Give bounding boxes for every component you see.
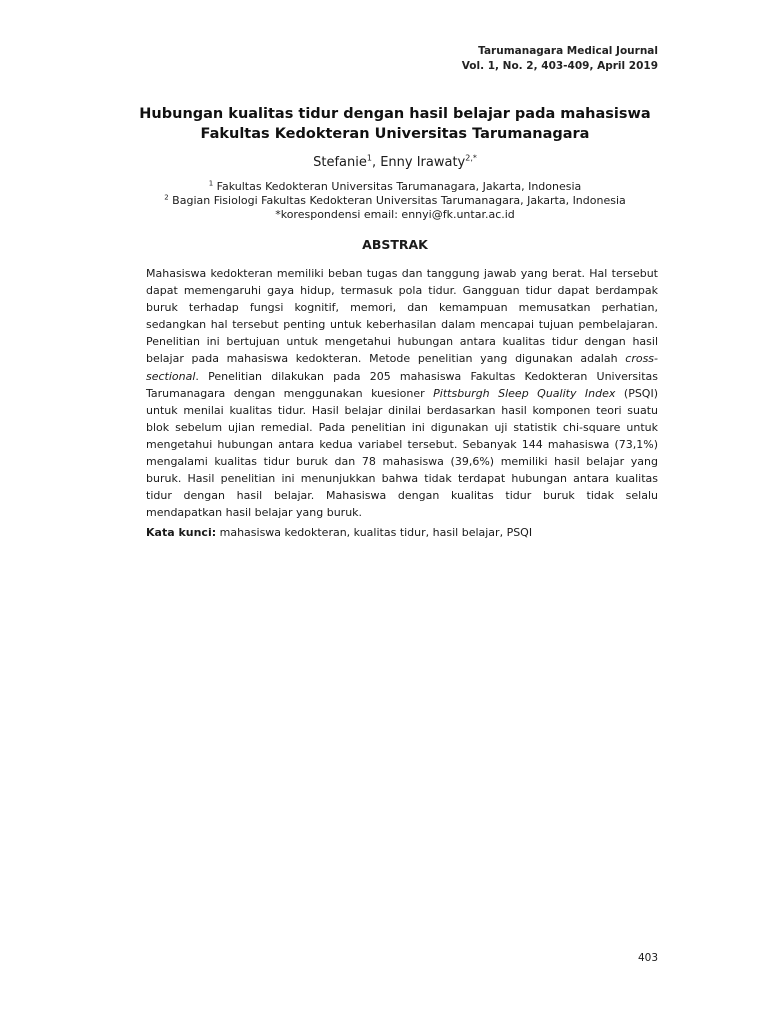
abstract-line [146,385,658,402]
abstract-line: Penelitian ini bertujuan untuk mengetahui hubungan antara kualitas tidur dengan hasil [146,335,658,349]
affiliation-text: Fakultas Kedokteran Universitas Tarumanagara, Jakarta, Indonesia [213,180,582,193]
page-number: 403 [637,952,658,964]
author-affiliation-mark: 1 [366,153,372,163]
author-separator: , [371,155,381,170]
article-title [110,104,680,144]
journal-header [462,44,658,74]
author-name: Stefanie [313,155,367,170]
keywords [146,525,658,541]
abstract-line: mengetahui hubungan antara kedua variabel tersebut. Sebanyak 144 mahasiswa (73,1%) [146,437,658,451]
author-list [110,154,680,172]
abstract-text: (PSQI) [615,386,658,400]
abstract-line: sedangkan hal tersebut penting untuk keberhasilan dalam mencapai tujuan pembelajaran. [146,318,658,332]
abstract-text: . Penelitian dilakukan pada 205 mahasiswa Fakultas Kedokteran Universitas [195,369,658,383]
journal-name: Tarumanagara Medical Journal [478,45,658,57]
author-affiliation-mark: 2,* [465,153,477,163]
abstract-line [146,368,658,385]
affiliation-2 [110,194,680,208]
abstract-line [146,350,658,367]
correspondence-email: *korespondensi email: ennyi@fk.untar.ac.id [275,208,515,221]
abstract-text: belajar pada mahasiswa kedokteran. Metode penelitian yang digunakan adalah [146,352,618,366]
keywords-label: Kata kunci: [146,526,217,539]
abstract-italic-term: cross- [625,352,658,366]
keywords-text: mahasiswa kedokteran, kualitas tidur, hasil belajar, PSQI [216,526,533,539]
abstract-line: mendapatkan hasil belajar yang buruk. [146,506,363,520]
abstract-line: untuk menilai kualitas tidur. Hasil belajar dinilai berdasarkan hasil komponen teori suatu [146,403,658,417]
affiliation-mark: 2 [164,193,169,202]
affiliation-1 [110,180,680,194]
abstract-line: dapat memengaruhi gaya hidup, termasuk pola tidur. Gangguan tidur dapat berdampak [146,284,658,298]
abstract-line: blok sebelum ujian remedial. Pada penelitian ini digunakan uji statistik chi-square untuk [146,420,658,434]
title-line-2: Fakultas Kedokteran Universitas Tarumanagara [200,126,590,142]
abstract-line: mengalami kualitas tidur buruk dan 78 mahasiswa (39,6%) memiliki hasil belajar yang [146,455,658,469]
abstract-italic-term: Pittsburgh Sleep Quality Index [433,386,616,400]
abstract-text: Tarumanagara dengan menggunakan kuesioner [146,386,425,400]
affiliation-text: Bagian Fisiologi Fakultas Kedokteran Universitas Tarumanagara, Jakarta, Indonesia [168,194,626,207]
title-line-1: Hubungan kualitas tidur dengan hasil belajar pada mahasiswa [139,106,651,122]
affiliation-mark: 1 [208,179,214,188]
affiliations [110,180,680,222]
abstract-line: buruk. Hasil penelitian ini menunjukkan bahwa tidak terdapat hubungan antara kualitas [146,472,658,486]
abstract-line: Mahasiswa kedokteran memiliki beban tugas dan tanggung jawab yang berat. Hal tersebut [146,267,658,280]
abstract-line: buruk terhadap fungsi kognitif, memori, dan kemampuan memusatkan perhatian, [146,301,658,315]
journal-volume: Vol. 1, No. 2, 403-409, April 2019 [461,60,658,72]
abstract-italic-term: sectional [146,369,196,383]
author-name: Enny Irawaty [380,155,466,170]
abstract-line: tidur dengan hasil belajar. Mahasiswa dengan kualitas tidur buruk tidak selalu [146,489,658,503]
abstract-heading: ABSTRAK [362,237,428,252]
abstract-body [146,265,658,521]
